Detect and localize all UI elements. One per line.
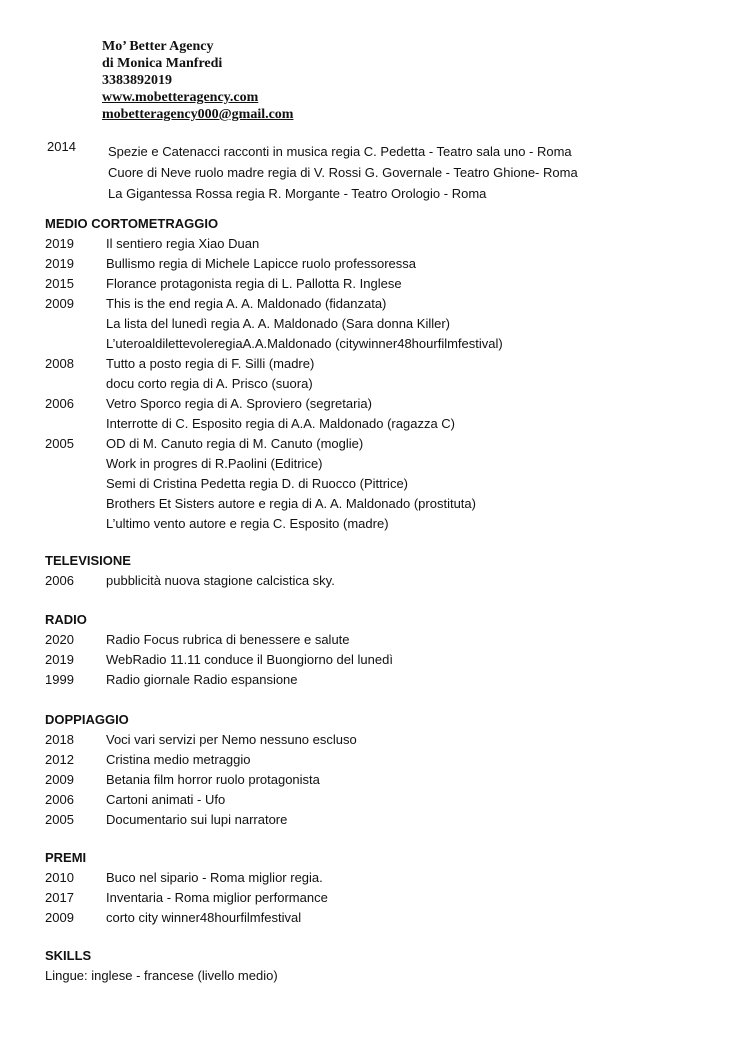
section-title: TELEVISIONE [45,553,131,568]
entry-row [45,354,705,374]
section-title: SKILLS [45,948,92,963]
row-list [45,630,705,690]
section-title: DOPPIAGGIO [45,712,129,727]
theatre-item: Cuore di Neve ruolo madre regia di V. Rossi G. Governale - Teatro Ghione- Roma [108,165,578,180]
entry-year: 2012 [45,752,74,767]
agency-email-link[interactable]: mobetteragency000@gmail.com [102,107,294,122]
entry-row [45,494,705,514]
entry-text: Radio Focus rubrica di benessere e salute [106,632,350,647]
entry-text: Vetro Sporco regia di A. Sproviero (segretaria) [106,396,372,411]
agency-website-link[interactable]: www.mobetteragency.com [102,90,259,105]
entry-text: Betania film horror ruolo protagonista [106,772,320,787]
section-doppiaggio [45,710,705,830]
entry-text: L’ultimo vento autore e regia C. Esposito (madre) [106,516,389,531]
entry-year: 2018 [45,732,74,747]
entry-text: Tutto a posto regia di F. Silli (madre) [106,356,315,371]
section-title: MEDIO CORTOMETRAGGIO [45,216,219,231]
entry-year [45,494,106,514]
entry-year [45,314,106,334]
entry-year [45,334,106,354]
row-list [45,571,705,591]
entry-year: 1999 [45,672,74,687]
entry-year [45,474,106,494]
theatre-item: La Gigantessa Rossa regia R. Morgante - Teatro Orologio - Roma [108,186,487,201]
entry-text: Radio giornale Radio espansione [106,672,298,687]
row-list [45,868,705,928]
entry-year [45,454,106,474]
entry-text: Il sentiero regia Xiao Duan [106,236,260,251]
entry-year: 2019 [45,256,74,271]
entry-year [45,514,106,534]
entry-row [45,374,705,394]
entry-row [45,908,705,928]
entry-row [45,810,705,830]
section-title: PREMI [45,850,87,865]
entry-text: Inventaria - Roma miglior performance [106,890,328,905]
row-list [45,730,705,830]
entry-year: 2015 [45,276,74,291]
section-televisione [45,551,705,591]
entry-text: L’uteroaldilettevoleregiaA.A.Maldonado (citywinner48hourfilmfestival) [106,336,503,351]
agency-phone: 3383892019 [102,73,172,88]
entry-row [45,414,705,434]
entry-year: 2017 [45,890,74,905]
entry-year: 2019 [45,236,74,251]
entry-row [45,274,705,294]
entry-year: 2010 [45,870,74,885]
entry-row [45,254,705,274]
entry-year: 2020 [45,632,74,647]
skills-text: Lingue: inglese - francese (livello medio) [45,968,278,983]
theatre-item: Spezie e Catenacci racconti in musica regia C. Pedetta - Teatro sala uno - Roma [108,144,572,159]
entry-row [45,790,705,810]
entry-row [45,868,705,888]
entry-text: Bullismo regia di Michele Lapicce ruolo professoressa [106,256,416,271]
section-radio [45,610,705,690]
entry-year: 2009 [45,910,74,925]
entry-year [45,374,106,394]
entry-text: Cartoni animati - Ufo [106,792,226,807]
entry-year [45,414,106,434]
entry-row [45,314,705,334]
entry-text: Cristina medio metraggio [106,752,251,767]
entry-text: Florance protagonista regia di L. Pallotta R. Inglese [106,276,402,291]
theatre-year: 2014 [47,139,76,154]
entry-row [45,514,705,534]
entry-text: Documentario sui lupi narratore [106,812,288,827]
entry-year: 2009 [45,296,74,311]
entry-year: 2009 [45,772,74,787]
entry-year: 2006 [45,792,74,807]
entry-row [45,888,705,908]
entry-row [45,294,705,314]
entry-row [45,234,705,254]
entry-text: Interrotte di C. Esposito regia di A.A. Maldonado (ragazza C) [106,416,456,431]
entry-row [45,334,705,354]
entry-year: 2019 [45,652,74,667]
entry-text: Buco nel sipario - Roma miglior regia. [106,870,323,885]
entry-row [45,770,705,790]
entry-row [45,670,705,690]
section-skills [45,946,705,986]
entry-row [45,394,705,414]
entry-row [45,434,705,454]
entry-row [45,630,705,650]
entry-text: OD di M. Canuto regia di M. Canuto (moglie) [106,436,364,451]
entry-text: WebRadio 11.11 conduce il Buongiorno del lunedì [106,652,393,667]
agency-person: di Monica Manfredi [102,56,223,71]
entry-text: Work in progres di R.Paolini (Editrice) [106,456,323,471]
entry-text: Voci vari servizi per Nemo nessuno escluso [106,732,357,747]
row-list [45,234,705,534]
entry-row [45,750,705,770]
entry-text: docu corto regia di A. Prisco (suora) [106,376,313,391]
theatre-list [108,141,578,204]
entry-year: 2005 [45,812,74,827]
entry-text: corto city winner48hourfilmfestival [106,910,302,925]
entry-text: Brothers Et Sisters autore e regia di A. A. Maldonado (prostituta) [106,496,476,511]
entry-text: Semi di Cristina Pedetta regia D. di Ruocco (Pittrice) [106,476,409,491]
entry-text: La lista del lunedì regia A. A. Maldonado (Sara donna Killer) [106,316,450,331]
entry-row [45,474,705,494]
entry-year: 2006 [45,396,74,411]
entry-year: 2005 [45,436,74,451]
section-premi [45,848,705,928]
entry-text: pubblicità nuova stagione calcistica sky. [106,573,335,588]
entry-row [45,454,705,474]
entry-text: This is the end regia A. A. Maldonado (fidanzata) [106,296,387,311]
agency-name: Mo’ Better Agency [102,39,214,54]
entry-row [45,571,705,591]
entry-year: 2006 [45,573,74,588]
entry-year: 2008 [45,356,74,371]
entry-row [45,730,705,750]
entry-row [45,650,705,670]
section-title: RADIO [45,612,87,627]
section-medio [45,214,705,534]
agency-header [102,38,293,123]
